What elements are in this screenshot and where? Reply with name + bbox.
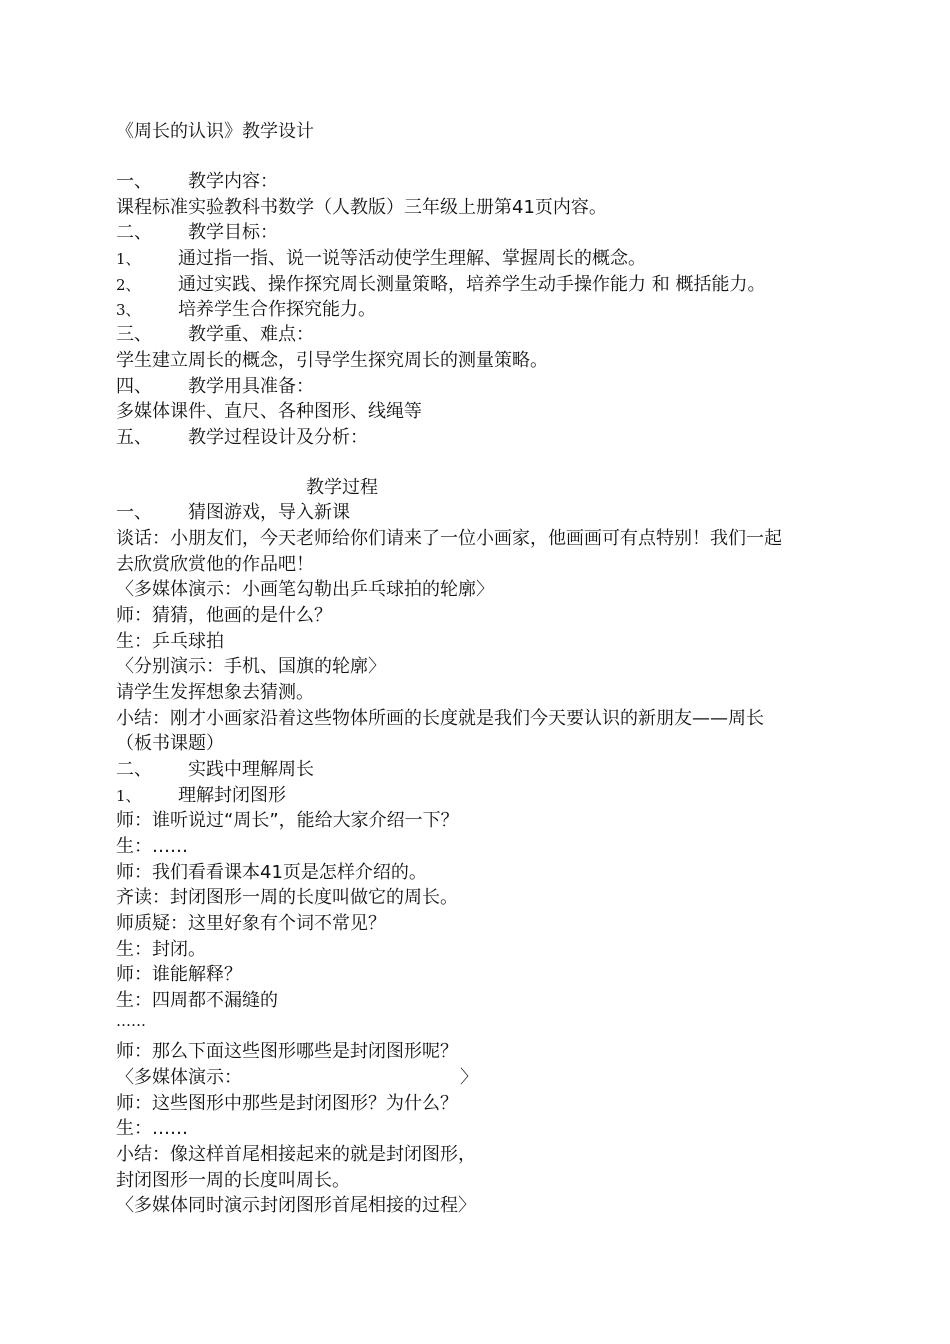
item-text: 通过实践、操作探究周长测量策略，培养学生动手操作能力 和 概括能力。 <box>178 274 766 295</box>
goal-2 <box>116 273 765 297</box>
text-line <box>116 1066 478 1090</box>
section-number: 五、 <box>116 427 152 448</box>
text-line: 生：…… <box>116 836 188 857</box>
text-line: 师：谁能解释？ <box>116 964 242 985</box>
text-line: 生：…… <box>116 1118 188 1139</box>
section-number: 四、 <box>116 376 152 397</box>
section-2-heading <box>116 221 278 245</box>
text-line: 师：谁听说过“周长”，能给大家介绍一下？ <box>116 810 459 831</box>
section-title: 教学重、难点： <box>188 324 314 345</box>
section-title: 教学用具准备： <box>188 376 314 397</box>
text-line: 齐读：封闭图形一周的长度叫做它的周长。 <box>116 887 458 908</box>
item-number: 1、 <box>116 787 141 805</box>
section-number: 二、 <box>116 222 152 243</box>
text-line: 小结：刚才小画家沿着这些物体所画的长度就是我们今天要认识的新朋友——周长 <box>116 708 764 729</box>
text-line: 〈多媒体演示：小画笔勾勒出乒乓球拍的轮廓〉 <box>116 579 494 600</box>
bracket-close: 〉 <box>460 1067 478 1088</box>
item-text: 通过指一指、说一说等活动使学生理解、掌握周长的概念。 <box>178 248 646 269</box>
goal-1 <box>116 247 646 271</box>
section-1-heading <box>116 170 278 194</box>
text-line: 谈话：小朋友们，今天老师给你们请来了一位小画家，他画画可有点特别！我们一起 <box>116 528 782 549</box>
section-number: 二、 <box>116 759 152 780</box>
item-number: 2、 <box>116 276 141 294</box>
section-number: 一、 <box>116 502 152 523</box>
text-line: （板书课题） <box>116 733 224 754</box>
text-line: 生：四周都不漏缝的 <box>116 990 278 1011</box>
item-number: 3、 <box>116 301 141 319</box>
section-number: 一、 <box>116 171 152 192</box>
subsection-heading <box>116 784 286 808</box>
section-1-body: 课程标准实验教科书数学（人教版）三年级上册第41页内容。 <box>116 197 607 218</box>
process-1-heading <box>116 501 350 525</box>
item-number: 1、 <box>116 250 141 268</box>
section-5-heading <box>116 426 368 450</box>
item-text: 培养学生合作探究能力。 <box>178 299 376 320</box>
text-line: 师：猜猜，他画的是什么？ <box>116 605 332 626</box>
item-text: 理解封闭图形 <box>178 785 286 806</box>
section-title: 猜图游戏，导入新课 <box>188 502 350 523</box>
text-line: 师：那么下面这些图形哪些是封闭图形呢？ <box>116 1041 458 1062</box>
section-number: 三、 <box>116 324 152 345</box>
text-line: 封闭图形一周的长度叫周长。 <box>116 1170 350 1191</box>
process-2-heading <box>116 758 314 782</box>
text-line: …… <box>116 1012 146 1030</box>
section-3-heading <box>116 323 314 347</box>
section-4-heading <box>116 375 314 399</box>
doc-title: 《周长的认识》教学设计 <box>116 121 314 142</box>
section-4-body: 多媒体课件、直尺、各种图形、线绳等 <box>116 401 422 422</box>
section-title: 教学过程设计及分析： <box>188 427 368 448</box>
text-line: 去欣赏欣赏他的作品吧！ <box>116 554 314 575</box>
text-line: 生：乒乓球拍 <box>116 631 224 652</box>
text-line: 请学生发挥想象去猜测。 <box>116 682 314 703</box>
text-line: 师：这些图形中那些是封闭图形？为什么？ <box>116 1093 458 1114</box>
text-line: 师：我们看看课本41页是怎样介绍的。 <box>116 862 427 883</box>
section-title: 教学内容： <box>188 171 278 192</box>
section-title: 实践中理解周长 <box>188 759 314 780</box>
section-3-body: 学生建立周长的概念，引导学生探究周长的测量策略。 <box>116 350 548 371</box>
process-title: 教学过程 <box>306 477 378 498</box>
text-line: 〈多媒体同时演示封闭图形首尾相接的过程〉 <box>116 1195 476 1216</box>
section-title: 教学目标： <box>188 222 278 243</box>
goal-3 <box>116 298 376 322</box>
text-line: 〈分别演示：手机、国旗的轮廓〉 <box>116 656 386 677</box>
text-line: 小结：像这样首尾相接起来的就是封闭图形， <box>116 1144 476 1165</box>
text-line: 师质疑：这里好象有个词不常见？ <box>116 913 386 934</box>
text-line: 生：封闭。 <box>116 939 206 960</box>
bracket-open-text: 〈多媒体演示： <box>116 1067 242 1088</box>
